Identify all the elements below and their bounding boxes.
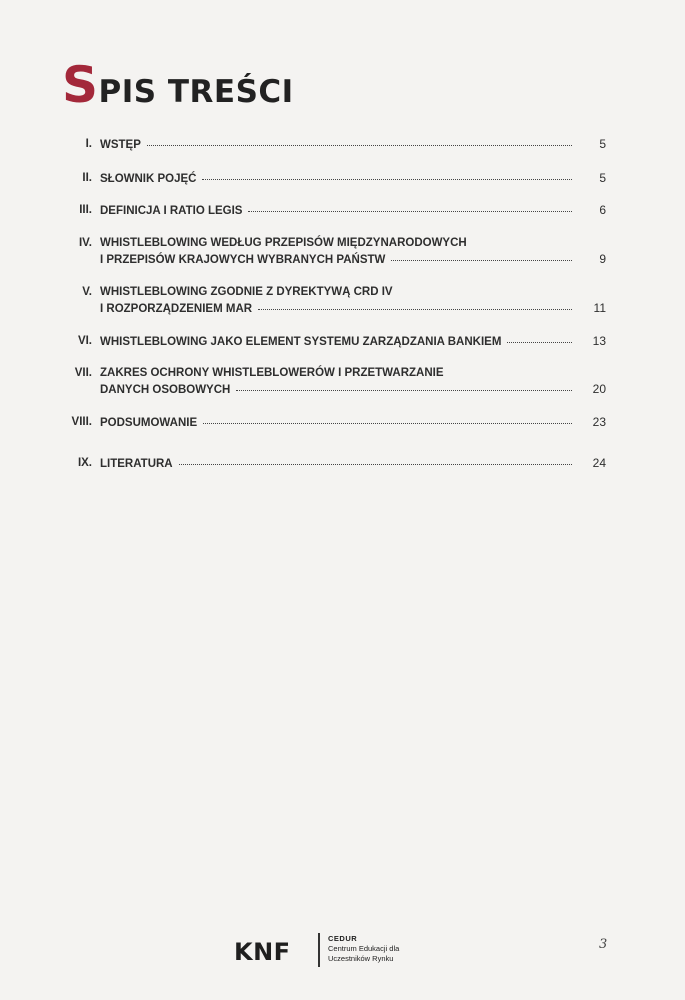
cedur-label (328, 934, 399, 964)
toc-entry-page: 23 (592, 415, 606, 429)
toc-entry-number: V. (82, 286, 92, 298)
toc-entry-page: 13 (592, 334, 606, 348)
toc-entry-title-line: WSTĘP (100, 139, 141, 151)
knf-logo: KNF (234, 938, 291, 966)
toc-entry-body (100, 414, 606, 431)
cedur-line2: Uczestników Rynku (328, 954, 394, 963)
toc-entry-body (100, 136, 606, 153)
toc-entry-title-line: I PRZEPISÓW KRAJOWYCH WYBRANYCH PAŃSTW (100, 254, 386, 266)
page-title (62, 56, 294, 114)
toc-entry-body (100, 170, 606, 187)
dot-leader (507, 338, 572, 343)
toc-entry-body (100, 365, 606, 398)
toc-entry-number: IV. (78, 237, 92, 249)
toc-entry-number: III. (79, 204, 92, 216)
toc-entry-title-line: SŁOWNIK POJĘĆ (100, 173, 197, 185)
toc-entry-title-line: DEFINICJA I RATIO LEGIS (100, 205, 243, 217)
footer-divider (318, 933, 320, 967)
toc-entry-number: IX. (77, 457, 92, 469)
toc-entry-body (100, 333, 606, 350)
toc-entry-body (100, 235, 606, 268)
toc-entry-body (100, 202, 606, 219)
toc-entry-number: VIII. (71, 416, 92, 428)
toc-entry-title-line: WHISTLEBLOWING WEDŁUG PRZEPISÓW MIĘDZYNARODOWYCH (100, 237, 467, 249)
toc-entry-page: 6 (599, 203, 606, 217)
toc-entry-title-line: WHISTLEBLOWING JAKO ELEMENT SYSTEMU ZARZĄDZANIA BANKIEM (100, 336, 502, 348)
title-initial: S (62, 56, 99, 114)
toc-entry-title-line: ZAKRES OCHRONY WHISTLEBLOWERÓW I PRZETWARZANIE (100, 367, 444, 379)
toc-entry-title-line: I ROZPORZĄDZENIEM MAR (100, 303, 253, 315)
dot-leader (179, 460, 572, 465)
toc-entry-page: 5 (599, 171, 606, 185)
cedur-short: CEDUR (328, 934, 358, 943)
dot-leader (236, 386, 572, 391)
dot-leader (202, 175, 572, 180)
cedur-line1: Centrum Edukacji dla (328, 944, 400, 953)
dot-leader (203, 419, 572, 424)
dot-leader (391, 256, 572, 261)
toc-entry-title-line: PODSUMOWANIE (100, 417, 198, 429)
toc-entry-title-line: LITERATURA (100, 458, 173, 470)
toc-entry-number: I. (85, 138, 92, 150)
toc-entry-number: VII. (74, 367, 92, 379)
toc-entry-number: VI. (77, 335, 92, 347)
toc-entry-title-line: WHISTLEBLOWING ZGODNIE Z DYREKTYWĄ CRD IV (100, 286, 393, 298)
toc-entry-page: 5 (599, 137, 606, 151)
page-number: 3 (599, 937, 608, 952)
dot-leader (248, 207, 572, 212)
toc-entry-page: 9 (599, 252, 606, 266)
dot-leader (258, 305, 572, 310)
toc-entry-page: 24 (592, 456, 606, 470)
toc-entry-body (100, 284, 606, 317)
toc-entry-page: 20 (592, 382, 606, 396)
toc-entry-number: II. (82, 172, 92, 184)
dot-leader (147, 141, 572, 146)
toc-entry-body (100, 455, 606, 472)
footer (0, 930, 685, 970)
title-rest: PIS TREŚCI (98, 74, 294, 110)
toc-entry-page: 11 (593, 301, 606, 315)
toc-entry-title-line: DANYCH OSOBOWYCH (100, 384, 231, 396)
